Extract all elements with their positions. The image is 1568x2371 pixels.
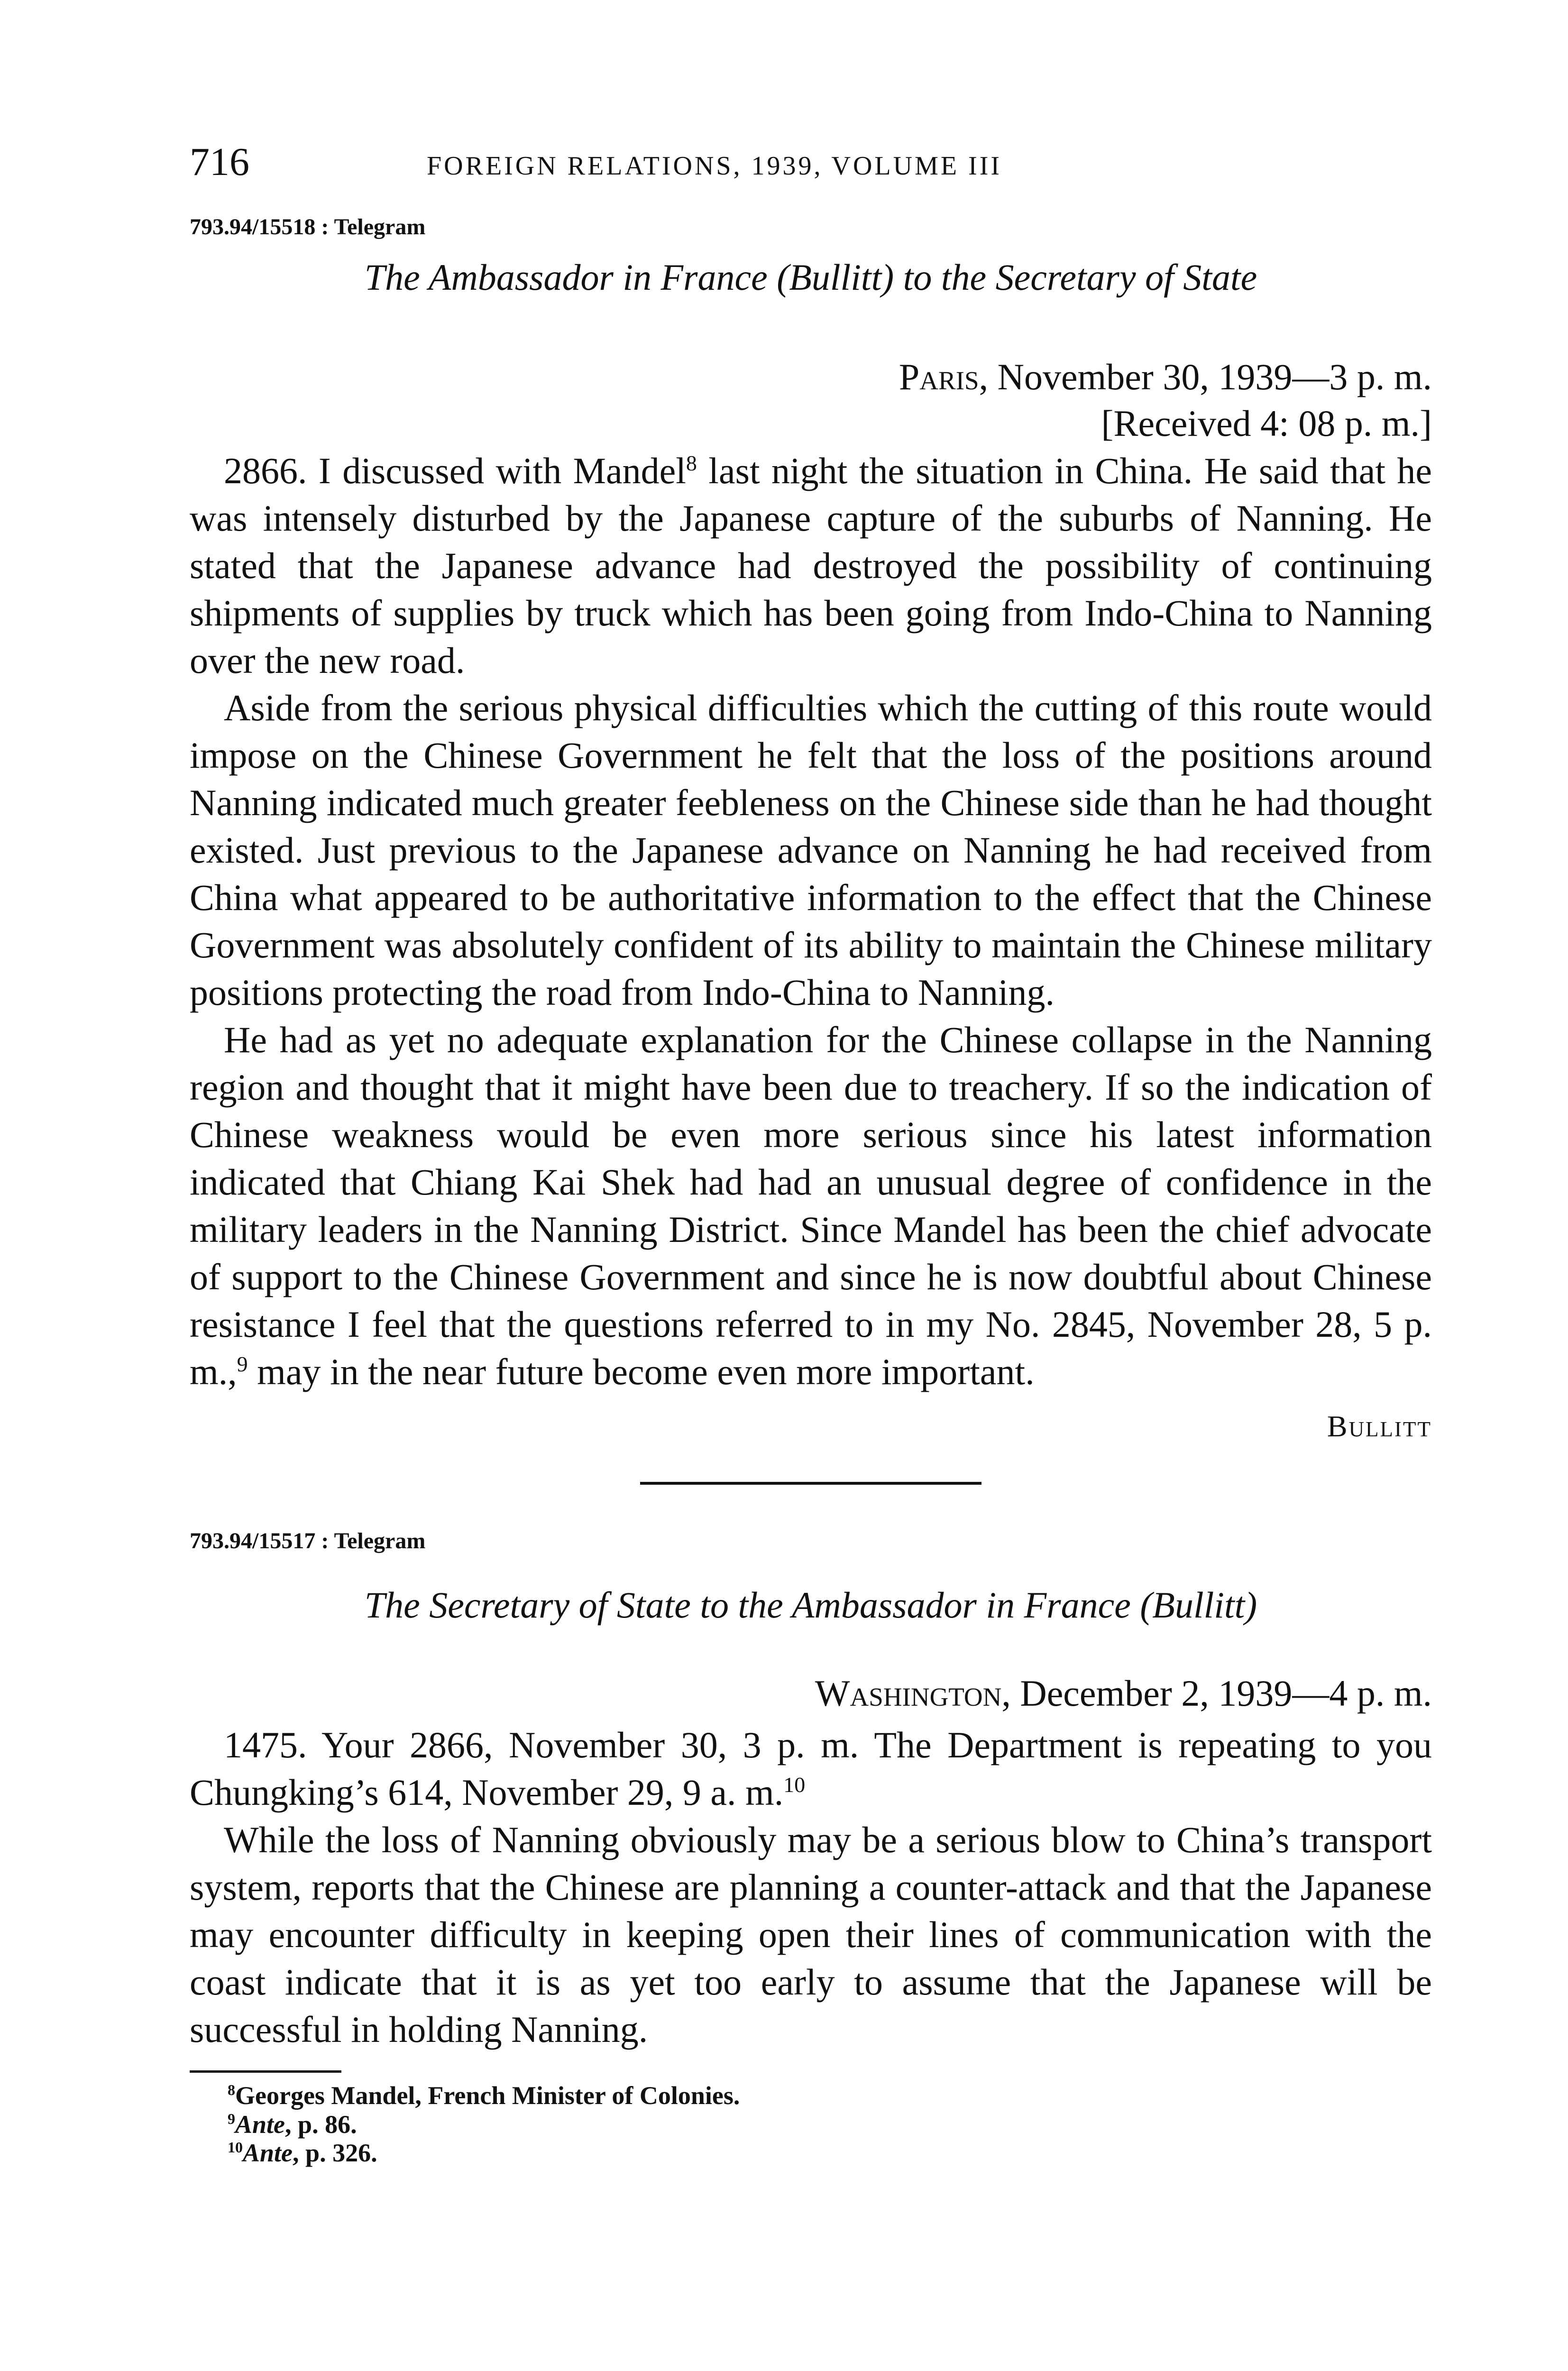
section-divider xyxy=(640,1482,981,1485)
received-note: [Received 4: 08 p. m.] xyxy=(1101,403,1432,444)
dateline-place: Paris xyxy=(899,356,979,398)
footnote-number: 9 xyxy=(228,2110,235,2127)
footnote-divider xyxy=(190,2070,341,2073)
footnote-italic: Ante xyxy=(235,2110,285,2139)
footnote xyxy=(228,2081,1432,2110)
page-number: 716 xyxy=(190,140,249,184)
dateline xyxy=(190,354,1432,400)
paragraph-text: He had as yet no adequate explanation for the Chinese collapse in the Nanning region and thought that it might have been due to treachery. If so the indication of Chinese weakness would be even more serious since his latest information indicated that Chiang Kai Shek had had an unusual degree of confidence in the military leaders in the Nanning District. Since Mandel has been the chief advocate of support to the Chinese Government and since he is now doubtful about Chinese resistance I feel that the questions referred to in my No. 2845, November 28, 5 p. m., xyxy=(190,1019,1432,1392)
footnote-text: , p. 326. xyxy=(293,2139,377,2168)
signature: Bullitt xyxy=(1327,1409,1432,1443)
dateline xyxy=(190,1670,1432,1717)
footnote xyxy=(228,2110,1432,2139)
dateline-place: Washington xyxy=(815,1672,1002,1714)
page-header xyxy=(190,142,1432,213)
document-telegram-1 xyxy=(190,213,1432,1444)
paragraph xyxy=(190,1016,1432,1396)
paragraph-text: may in the near future become even more important. xyxy=(248,1351,1035,1392)
paragraph-text: last night the situation in China. He said that he was intensely disturbed by the Japanese capture of the suburbs of Nanning. He stated that the Japanese advance had destroyed the possibility of continuing shipments of supplies by truck which has been going from Indo-China to Nanning over the new road. xyxy=(190,450,1432,681)
paragraph: Aside from the serious physical difficulties which the cutting of this route would impose on the Chinese Government he felt that the loss of the positions around Nanning indicated much greater feebleness on the Chinese side than he had thought existed. Just previous to the Japanese advance on Nanning he had received from China what appeared to be authoritative information to the effect that the Chinese Government was absolutely confident of its ability to maintain the Chinese military positions protecting the road from Indo-China to Nanning. xyxy=(190,687,1432,1013)
paragraph xyxy=(190,1721,1432,1816)
file-reference: 793.94/15517 : Telegram xyxy=(190,1528,426,1553)
paragraph-text: 1475. Your 2866, November 30, 3 p. m. The Department is repeating to you Chungking’s 614, November 29, 9 a. m. xyxy=(190,1724,1432,1813)
file-reference: 793.94/15518 : Telegram xyxy=(190,214,426,239)
footnote-number: 10 xyxy=(228,2139,243,2156)
paragraph: While the loss of Nanning obviously may be a serious blow to China’s transport system, reports that the Chinese are planning a counter-attack and that the Japanese may encounter difficulty in keeping open their lines of communication with the coast indicate that it is as yet too early to assume that the Japanese will be successful in holding Nanning. xyxy=(190,1819,1432,2050)
document-title: The Ambassador in France (Bullitt) to the Secretary of State xyxy=(364,256,1257,298)
footnote-ref: 8 xyxy=(686,450,697,475)
footnote-ref: 10 xyxy=(783,1773,806,1797)
footnote-text: , p. 86. xyxy=(285,2110,357,2139)
footnote-text: Georges Mandel, French Minister of Colonies. xyxy=(235,2081,740,2110)
running-title: FOREIGN RELATIONS, 1939, VOLUME III xyxy=(427,151,1002,181)
document-title: The Secretary of State to the Ambassador in France (Bullitt) xyxy=(364,1584,1257,1626)
page xyxy=(190,142,1432,2168)
paragraph xyxy=(190,447,1432,684)
footnotes xyxy=(190,2081,1432,2167)
footnote xyxy=(228,2139,1432,2167)
footnote-italic: Ante xyxy=(243,2139,293,2168)
paragraph-text: 2866. I discussed with Mandel xyxy=(224,450,686,491)
dateline-date: , November 30, 1939—3 p. m. xyxy=(979,356,1432,398)
dateline-date: , December 2, 1939—4 p. m. xyxy=(1001,1672,1432,1714)
footnote-ref: 9 xyxy=(237,1351,248,1376)
footnote-number: 8 xyxy=(228,2081,235,2099)
document-telegram-2 xyxy=(190,1527,1432,2053)
